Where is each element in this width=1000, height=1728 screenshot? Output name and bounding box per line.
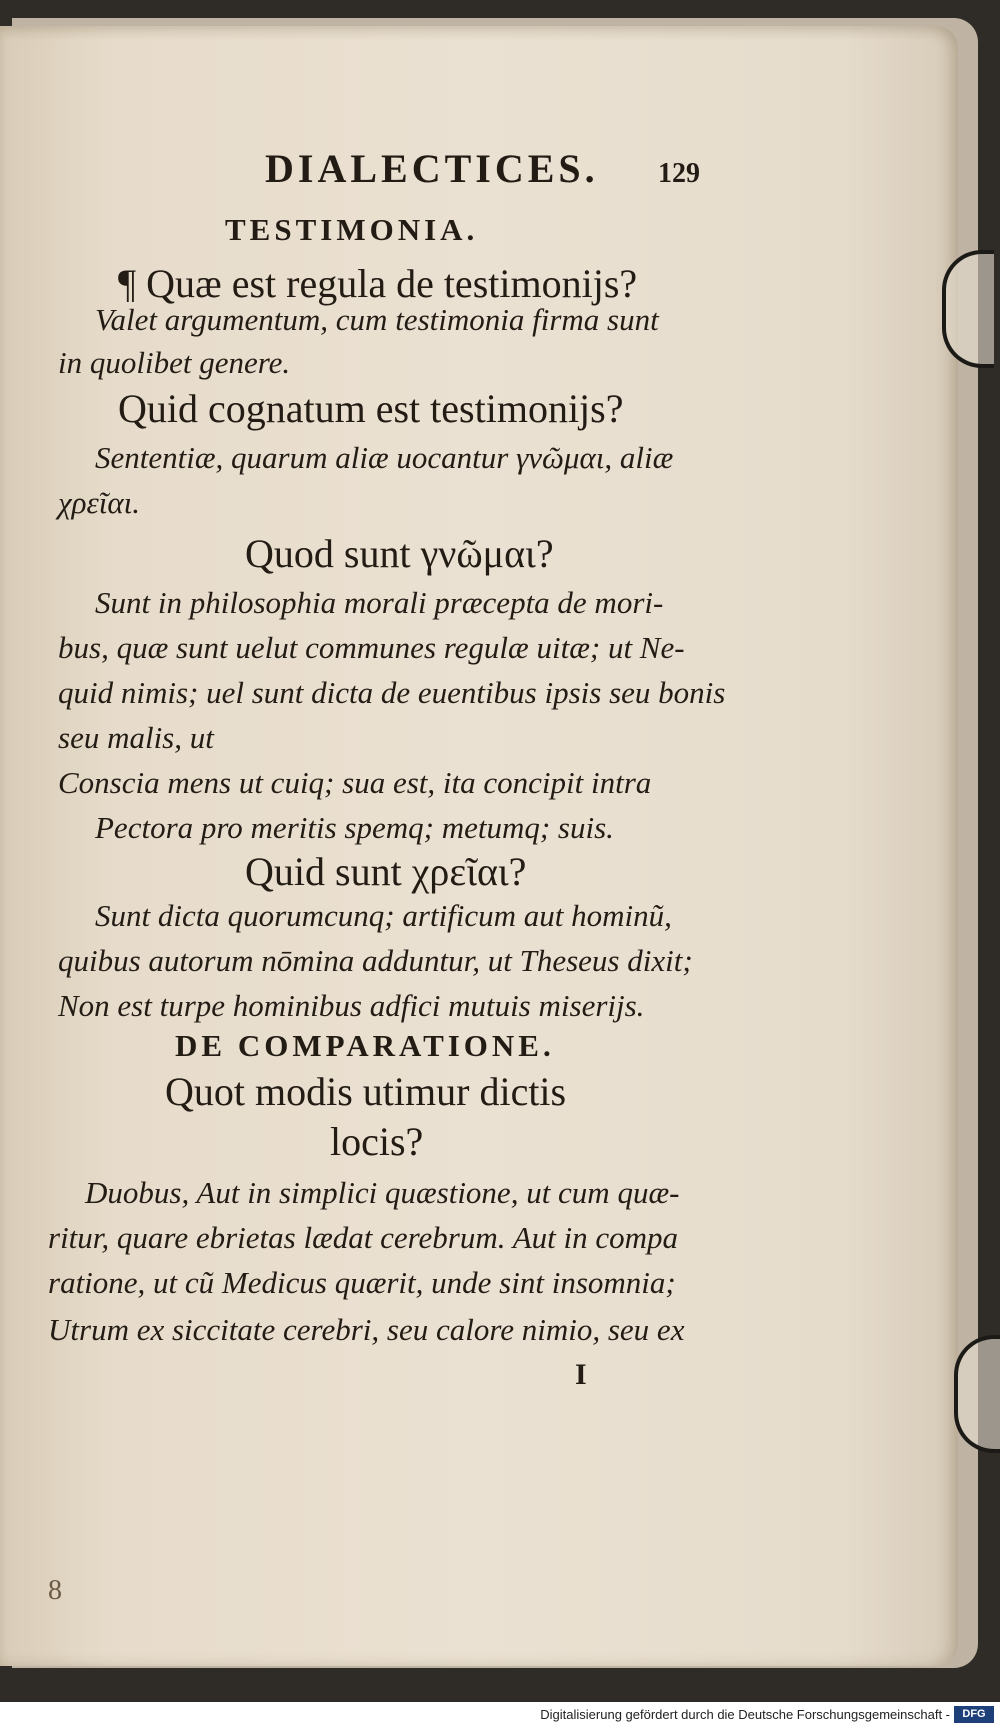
paper-clip-bottom bbox=[954, 1335, 1000, 1453]
question-line: locis? bbox=[330, 1119, 424, 1164]
section-heading: DE COMPARATIONE. bbox=[175, 1028, 555, 1063]
question-line: ¶ Quæ est regula de testimonijs? bbox=[118, 261, 638, 306]
footer-credit: Digitalisierung gefördert durch die Deutsche Forschungsgemeinschaft - bbox=[540, 1707, 950, 1722]
question-line: Quot modis utimur dictis bbox=[165, 1069, 567, 1114]
answer-line: Duobus, Aut in simplici quæstione, ut cum quæ- bbox=[85, 1175, 680, 1210]
answer-line: quid nimis; uel sunt dicta de euentibus ipsis seu bonis bbox=[58, 675, 726, 710]
signature-mark: I bbox=[575, 1358, 587, 1391]
running-head: DIALECTICES. bbox=[265, 146, 599, 191]
answer-line: ratione, ut cũ Medicus quærit, unde sint insomnia; bbox=[48, 1265, 676, 1300]
answer-line: Valet argumentum, cum testimonia firma sunt bbox=[95, 302, 659, 337]
answer-line: Sunt in philosophia morali præcepta de mori- bbox=[95, 585, 664, 620]
answer-line: Non est turpe hominibus adfici mutuis miserijs. bbox=[58, 988, 645, 1023]
question-line: Quod sunt γνῶμαι? bbox=[245, 531, 554, 576]
dfg-logo-icon: DFG bbox=[954, 1706, 994, 1723]
verse-line: Pectora pro meritis spemq; metumq; suis. bbox=[95, 810, 614, 845]
question-line: Quid cognatum est testimonijs? bbox=[118, 386, 624, 431]
answer-line: in quolibet genere. bbox=[58, 345, 291, 380]
section-heading: TESTIMONIA. bbox=[225, 212, 479, 247]
paper-clip-top bbox=[942, 250, 994, 368]
verse-line: Conscia mens ut cuiq; sua est, ita concipit intra bbox=[58, 765, 652, 800]
answer-line: Sunt dicta quorumcunq; artificum aut hominũ, bbox=[95, 898, 672, 933]
answer-line: χρεῖαι. bbox=[58, 485, 140, 520]
digitization-footer bbox=[0, 1702, 1000, 1728]
answer-line: quibus autorum nōmina adduntur, ut Theseus dixit; bbox=[58, 943, 693, 978]
answer-line: ritur, quare ebrietas lædat cerebrum. Aut in compa bbox=[48, 1220, 679, 1255]
folio-number: 129 bbox=[658, 158, 700, 189]
answer-line: bus, quæ sunt uelut communes regulæ uitæ; ut Ne- bbox=[58, 630, 685, 665]
margin-mark: 8 bbox=[48, 1575, 62, 1606]
answer-line: Sententiæ, quarum aliæ uocantur γνῶμαι, aliæ bbox=[95, 440, 674, 475]
answer-line: Utrum ex siccitate cerebri, seu calore nimio, seu ex bbox=[48, 1312, 685, 1347]
question-line: Quid sunt χρεῖαι? bbox=[245, 849, 527, 894]
answer-line: seu malis, ut bbox=[58, 720, 214, 755]
